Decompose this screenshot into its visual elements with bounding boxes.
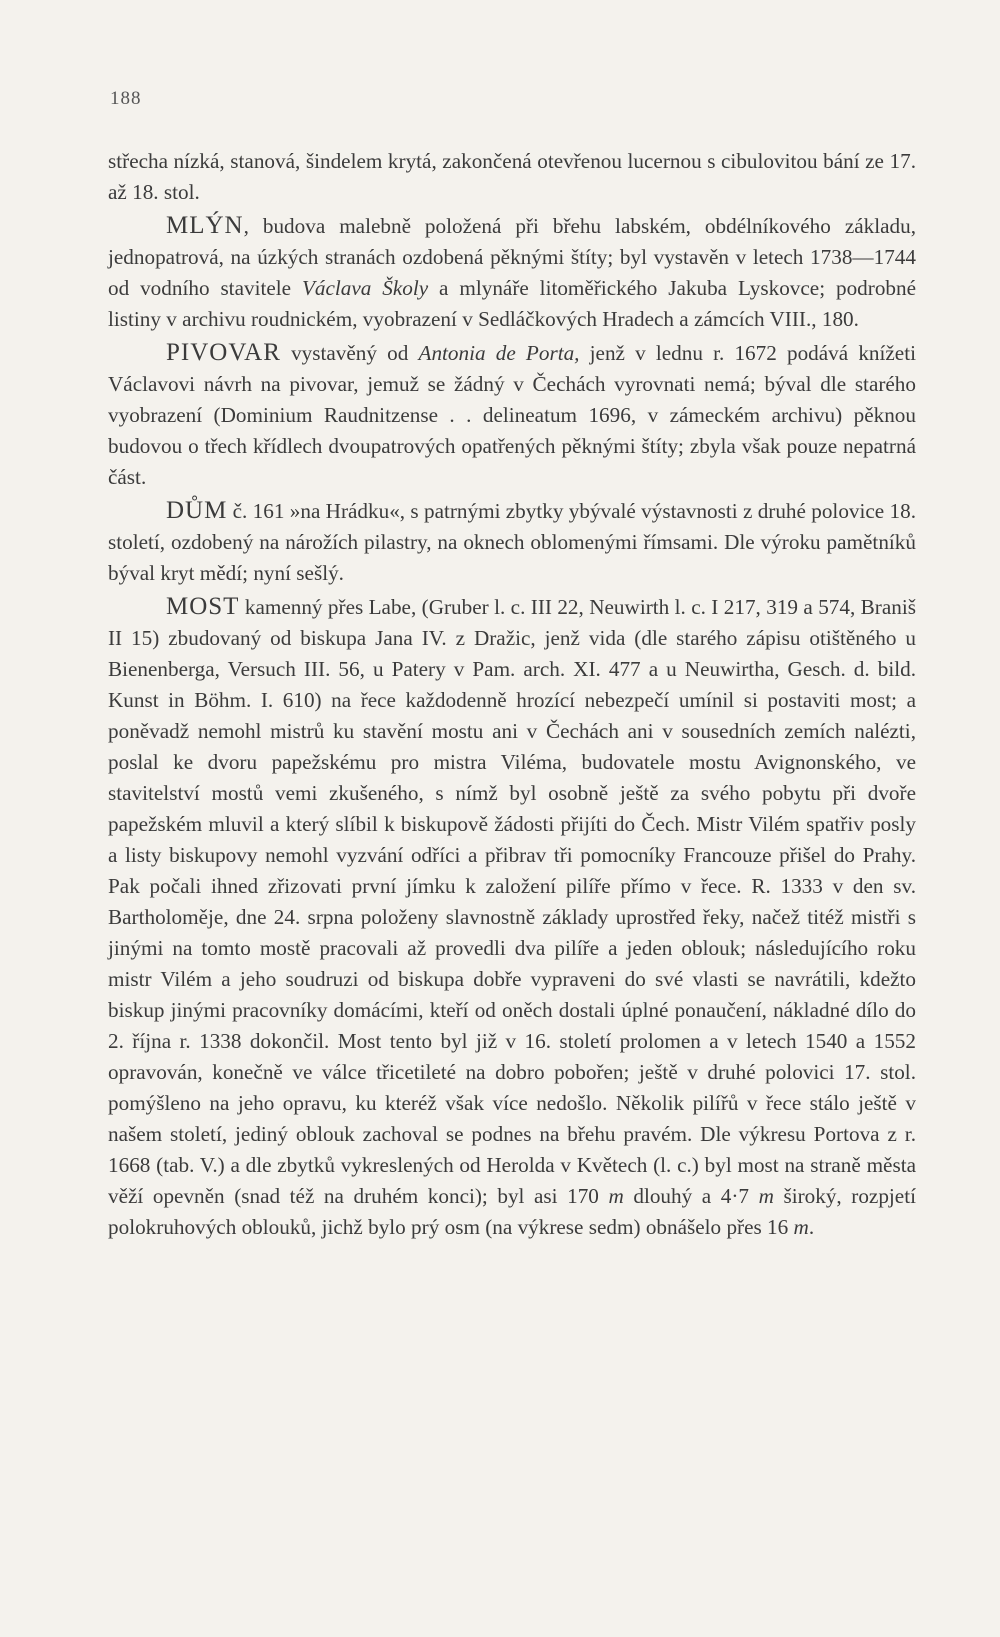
text-run: vystavěný od (280, 341, 419, 365)
text-run: střecha nízká, stanová, šindelem krytá, zakončená otevřenou lucernou s cibulovitou bání ze 17. až 18. stol. (108, 149, 916, 204)
text-run: jenž v lednu r. 1672 podává knížeti Václavovi návrh na pivovar, jemuž se žádný v Čechách vyrovnati nemá; býval dle starého vyobrazení (Dominium Raudnitzense . . delineatum 1696, v zámeckém archivu) pěknou budovou o třech křídlech dvoupatrových opatřených pěknými štíty; zbyla však pouze nepatrná část. (108, 341, 916, 489)
text-run: a mlynáře litoměřického Jakuba Lyskovce; podrobné listiny v archivu roudnickém, vyobrazení v Sedláčkových Hradech a zámcích VIII., 180. (108, 276, 917, 331)
paragraph-most (108, 591, 916, 1243)
text-run: MOST (166, 593, 240, 620)
text-run: , budova malebně položená při břehu labském, obdélníkového základu, jednopatrová, na úzkých stranách ozdobená pěknými štíty; byl vystavěn v letech 1738—1744 od vodního stavitele (108, 214, 916, 300)
paragraph-dum (108, 495, 916, 589)
body-text (108, 146, 916, 1243)
text-run: m (608, 1184, 624, 1208)
text-run: kamenný přes Labe, (Gruber l. c. III 22, Neuwirth l. c. I 217, 319 a 574, Braniš II 15) zbudovaný od biskupa Jana IV. z Dražic, jenž vida (dle starého zápisu otištěného u Bienenberga, Versuch III. 56, u Patery v Pam. arch. XI. 477 a u Neuwirtha, Gesch. d. bild. Kunst in Böhm. I. 610) na řece každodenně hrozící nebezpečí umínil si postaviti most; a poněvadž nemohl mistrů ku stavění mostu ani v Čechách ani v sousedních zemích nalézti, poslal ke dvoru papežskému pro mistra Viléma, budovatele mostu Avignonského, ve stavitelství mostů vemi zkušeného, s nímž byl osobně ještě za svého pobytu při dvoře papežském mluvil a který slíbil k biskupově žádosti přijíti do Čech. Mistr Vilém spatřiv posly a listy biskupovy nemohl vyzvání odříci a přibrav tři pomocníky Francouze přišel do Prahy. Pak počali ihned zřizovati první jímku k založení pilíře přímo v řece. R. 1333 v den sv. Bartholoměje, dne 24. srpna položeny slavnostně základy uprostřed řeky, načež titéž mistři s jinými na tomto mostě pracovali až provedli dva pilíře a jeden oblouk; následujícího roku mistr Vilém a jeho soudruzi od biskupa dobře vypraveni do své vlasti se navrátili, kdežto biskup jinými pracovníky domácími, kteří od oněch dostali úplné ponaučení, nákladné dílo do 2. října r. 1338 dokončil. Most tento byl již v 16. století prolomen a v letech 1540 a 1552 opravován, konečně ve válce třicetileté na dobro pobořen; ještě v druhé polovici 17. stol. pomýšleno na jeho opravu, ku kteréž však více nedošlo. Několik pilířů v řece stálo ještě v našem století, jediný oblouk zachoval se podnes na břehu pravém. Dle výkresu Portova z r. 1668 (tab. V.) a dle zbytků vykreslených od Herolda v Květech (l. c.) byl most na straně města věží opevněn (snad též na druhém konci); byl asi 170 (108, 595, 916, 1208)
paragraph-strecha (108, 146, 916, 208)
paragraph-mlyn (108, 210, 916, 335)
text-run: Václava Školy (301, 276, 429, 300)
text-run: PIVOVAR (166, 339, 281, 366)
text-run: Antonia de Porta, (418, 341, 580, 365)
text-run: . (808, 1215, 815, 1239)
text-run: dlouhý a 4·7 (623, 1184, 759, 1208)
text-run: m (793, 1215, 809, 1239)
page-number: 188 (110, 88, 142, 109)
text-run: č. 161 »na Hrádku«, s patrnými zbytky ybývalé výstavnosti z druhé polovice 18. století, ozdobený na nárožích pilastry, na oknech oblomenými římsami. Dle výroku pamětníků býval kryt mědí; nyní sešlý. (108, 499, 916, 585)
text-run: široký, rozpjetí polokruhových oblouků, jichž bylo prý osm (na výkrese sedm) obnášelo přes 16 (108, 1184, 916, 1239)
text-run: m (758, 1184, 774, 1208)
paragraph-pivovar (108, 337, 916, 493)
text-run: DŮM (166, 497, 228, 524)
text-run: MLÝN (166, 212, 244, 239)
